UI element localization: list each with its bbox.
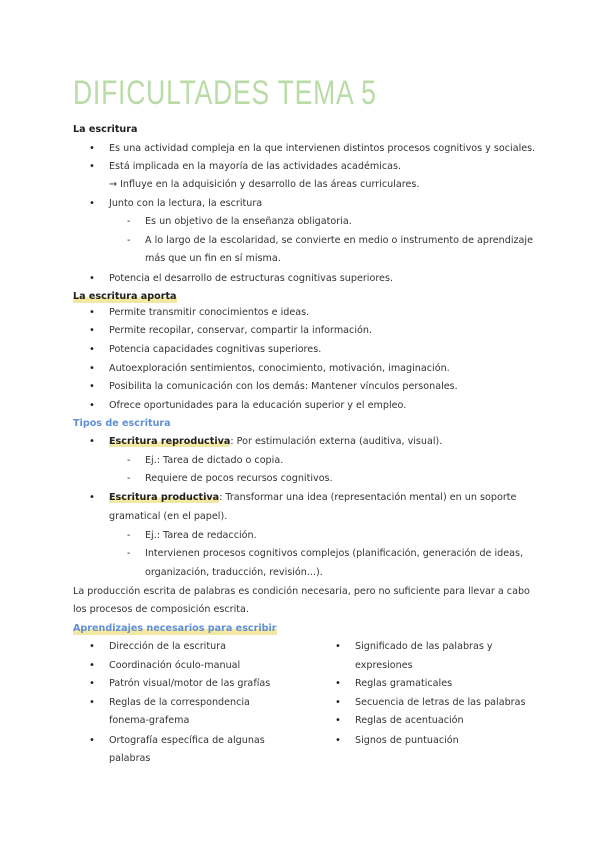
list-item: • Reglas de acentuación bbox=[355, 714, 464, 727]
list-item: • Está implicada en la mayoría de las actividades académicas. bbox=[109, 160, 401, 173]
list-item: • Dirección de la escritura bbox=[109, 640, 226, 653]
term-reproductiva: Escritura reproductiva bbox=[109, 436, 231, 447]
list-item: • Secuencia de letras de las palabras bbox=[355, 696, 526, 709]
sub-list-item: - Ej.: Tarea de dictado o copia. bbox=[145, 454, 283, 467]
list-item-reproductiva bbox=[109, 435, 442, 448]
list-item-continuation: expresiones bbox=[355, 660, 413, 671]
sub-list-item: - Ej.: Tarea de redacción. bbox=[145, 529, 257, 542]
list-item: • Signos de puntuación bbox=[355, 734, 459, 747]
list-item-continuation: fonema-grafema bbox=[109, 715, 190, 726]
list-item-continuation: palabras bbox=[109, 753, 151, 764]
section-heading-escritura: La escritura bbox=[73, 124, 138, 135]
list-item: • Reglas gramaticales bbox=[355, 677, 452, 690]
sub-list-item-continuation: más que un fin en sí misma. bbox=[145, 253, 281, 264]
list-item-note: → Influye en la adquisición y desarrollo de las áreas curriculares. bbox=[109, 179, 420, 190]
sub-list-item: - Requiere de pocos recursos cognitivos. bbox=[145, 472, 333, 485]
term-definition: : Por estimulación externa (auditiva, visual). bbox=[230, 436, 443, 447]
list-item: • Permite recopilar, conservar, compartir la información. bbox=[109, 324, 372, 337]
list-item: • Ofrece oportunidades para la educación superior y el empleo. bbox=[109, 399, 406, 412]
list-item: • Posibilita la comunicación con los demás: Mantener vínculos personales. bbox=[109, 380, 458, 393]
list-item: • Junto con la lectura, la escritura bbox=[109, 197, 262, 210]
sub-list-item-continuation: organización, traducción, revisión...). bbox=[145, 567, 323, 578]
sub-list-item: - Intervienen procesos cognitivos complejos (planificación, generación de ideas, bbox=[145, 547, 523, 560]
list-item: • Potencia el desarrollo de estructuras cognitivas superiores. bbox=[109, 272, 393, 285]
section-heading-tipos: Tipos de escritura bbox=[73, 418, 171, 429]
paragraph-line: La producción escrita de palabras es condición necesaria, pero no suficiente para llevar a cabo bbox=[73, 586, 530, 597]
list-item: • Es una actividad compleja en la que intervienen distintos procesos cognitivos y sociales. bbox=[109, 142, 535, 155]
section-heading-aprendizajes: Aprendizajes necesarios para escribir bbox=[73, 623, 277, 634]
list-item: • Coordinación óculo-manual bbox=[109, 659, 240, 672]
list-item-productiva bbox=[109, 491, 516, 504]
list-item: • Potencia capacidades cognitivas superiores. bbox=[109, 343, 321, 356]
page-title: DIFICULTADES TEMA 5 bbox=[73, 74, 377, 112]
sub-list-item: - A lo largo de la escolaridad, se convierte en medio o instrumento de aprendizaje bbox=[145, 234, 533, 247]
list-item: • Permite transmitir conocimientos e ideas. bbox=[109, 306, 309, 319]
list-item: • Significado de las palabras y bbox=[355, 640, 493, 653]
list-item: • Patrón visual/motor de las grafías bbox=[109, 677, 270, 690]
list-item: • Reglas de la correspondencia bbox=[109, 696, 250, 709]
sub-list-item: - Es un objetivo de la enseñanza obligatoria. bbox=[145, 215, 352, 228]
list-item: • Ortografía específica de algunas bbox=[109, 734, 265, 747]
section-heading-aporta: La escritura aporta bbox=[73, 291, 177, 302]
term-definition: : Transformar una idea (representación mental) en un soporte bbox=[219, 492, 517, 503]
list-item: • Autoexploración sentimientos, conocimiento, motivación, imaginación. bbox=[109, 362, 450, 375]
term-productiva: Escritura productiva bbox=[109, 492, 220, 503]
list-item-continuation: gramatical (en el papel). bbox=[109, 511, 228, 522]
paragraph-line: los procesos de composición escrita. bbox=[73, 604, 249, 615]
